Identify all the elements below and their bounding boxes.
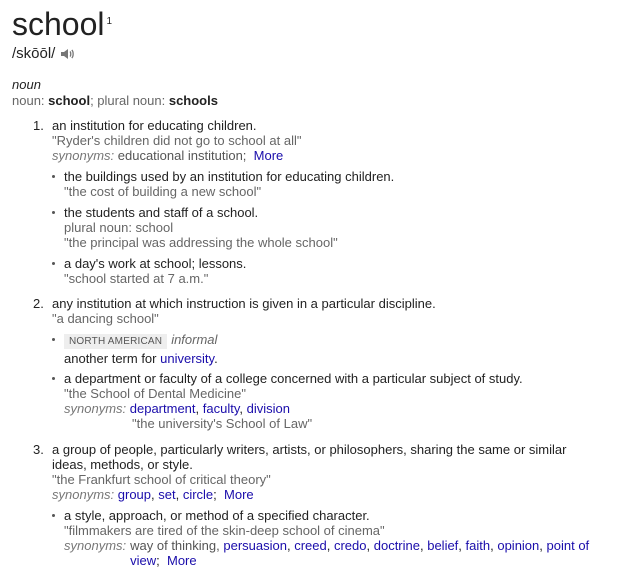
university-link[interactable]: university — [160, 351, 215, 366]
word-forms: noun: school; plural noun: schools — [12, 93, 218, 108]
synonym-link[interactable]: belief — [427, 538, 459, 553]
more-link[interactable]: More — [167, 553, 197, 568]
synonym-link[interactable]: persuasion — [223, 538, 287, 553]
sub-example: "the university's School of Law" — [132, 416, 313, 431]
sense-number: 1. — [33, 118, 44, 133]
sub-example: "the School of Dental Medicine" — [64, 386, 246, 401]
synonym-link[interactable]: point of — [546, 538, 590, 553]
sense-example: "a dancing school" — [52, 311, 159, 326]
sense-example: "the Frankfurt school of critical theory" — [52, 472, 271, 487]
sense-number: 2. — [33, 296, 44, 311]
sub-definition: a day's work at school; lessons. — [64, 256, 247, 271]
register-label: informal — [171, 332, 218, 347]
sub-example: "the cost of building a new school" — [64, 184, 262, 199]
headword-superscript: 1 — [106, 16, 113, 27]
form-plural: schools — [168, 93, 218, 108]
sub-example: "filmmakers are tired of the skin-deep school of cinema" — [64, 523, 385, 538]
synonym-link[interactable]: division — [246, 401, 290, 416]
synonym-link[interactable]: faculty — [202, 401, 240, 416]
pronunciation-text: /skōōl/ — [12, 45, 56, 62]
bullet-icon — [52, 377, 55, 380]
synonym-link[interactable]: doctrine — [373, 538, 420, 553]
more-link[interactable]: More — [224, 487, 254, 502]
more-link[interactable]: More — [253, 148, 284, 163]
synonym-link[interactable]: circle — [182, 487, 214, 502]
sub-definition: the students and staff of a school. — [64, 205, 259, 220]
synonym-link[interactable]: view — [130, 553, 157, 568]
bullet-icon — [52, 514, 55, 517]
part-of-speech: noun — [12, 77, 41, 92]
synonym-link[interactable]: group — [117, 487, 152, 502]
sub-definition: a style, approach, or method of a specified character. — [64, 508, 370, 523]
sub-synonyms: synonyms: department, faculty, division — [64, 401, 290, 416]
sub-example: "school started at 7 a.m." — [64, 271, 209, 286]
sub-example: "the principal was addressing the whole school" — [64, 235, 338, 250]
bullet-icon — [52, 175, 55, 178]
sense-definition: an institution for educating children. — [52, 118, 257, 133]
synonym-link[interactable]: set — [158, 487, 176, 502]
synonym-link[interactable]: opinion — [497, 538, 540, 553]
headword — [12, 6, 112, 42]
synonym-link[interactable]: department — [129, 401, 196, 416]
bullet-icon — [52, 338, 55, 341]
bullet-icon — [52, 262, 55, 265]
sense-definition: a group of people, particularly writers, artists, or philosophers, sharing the same or similar — [52, 442, 567, 457]
sub-definition: the buildings used by an institution for educating children. — [64, 169, 395, 184]
sense-number: 3. — [33, 442, 44, 457]
sense-synonyms: synonyms: group, set, circle; More — [52, 487, 254, 502]
form-singular: school — [48, 93, 91, 108]
sub-synonyms: synonyms: way of thinking, persuasion, creed, credo, doctrine, belief, faith, opinion, point of view; More — [64, 538, 590, 568]
bullet-icon — [52, 211, 55, 214]
region-tag: NORTH AMERICAN — [64, 334, 167, 349]
sense-definition-cont: ideas, methods, or style. — [52, 457, 193, 472]
headword-text: school — [12, 6, 105, 42]
pronunciation — [12, 45, 75, 63]
sense-synonyms: synonyms: educational institution; More — [52, 148, 284, 163]
sub-note: plural noun: school — [64, 220, 174, 235]
synonym-link[interactable]: faith — [465, 538, 491, 553]
synonym-link[interactable]: credo — [333, 538, 367, 553]
sub-definition: a department or faculty of a college concerned with a particular subject of study. — [64, 371, 523, 386]
speaker-icon[interactable] — [59, 47, 75, 61]
synonym-link[interactable]: creed — [294, 538, 327, 553]
sense-example: "Ryder's children did not go to school at all" — [52, 133, 302, 148]
sense-definition: any institution at which instruction is given in a particular discipline. — [52, 296, 436, 311]
